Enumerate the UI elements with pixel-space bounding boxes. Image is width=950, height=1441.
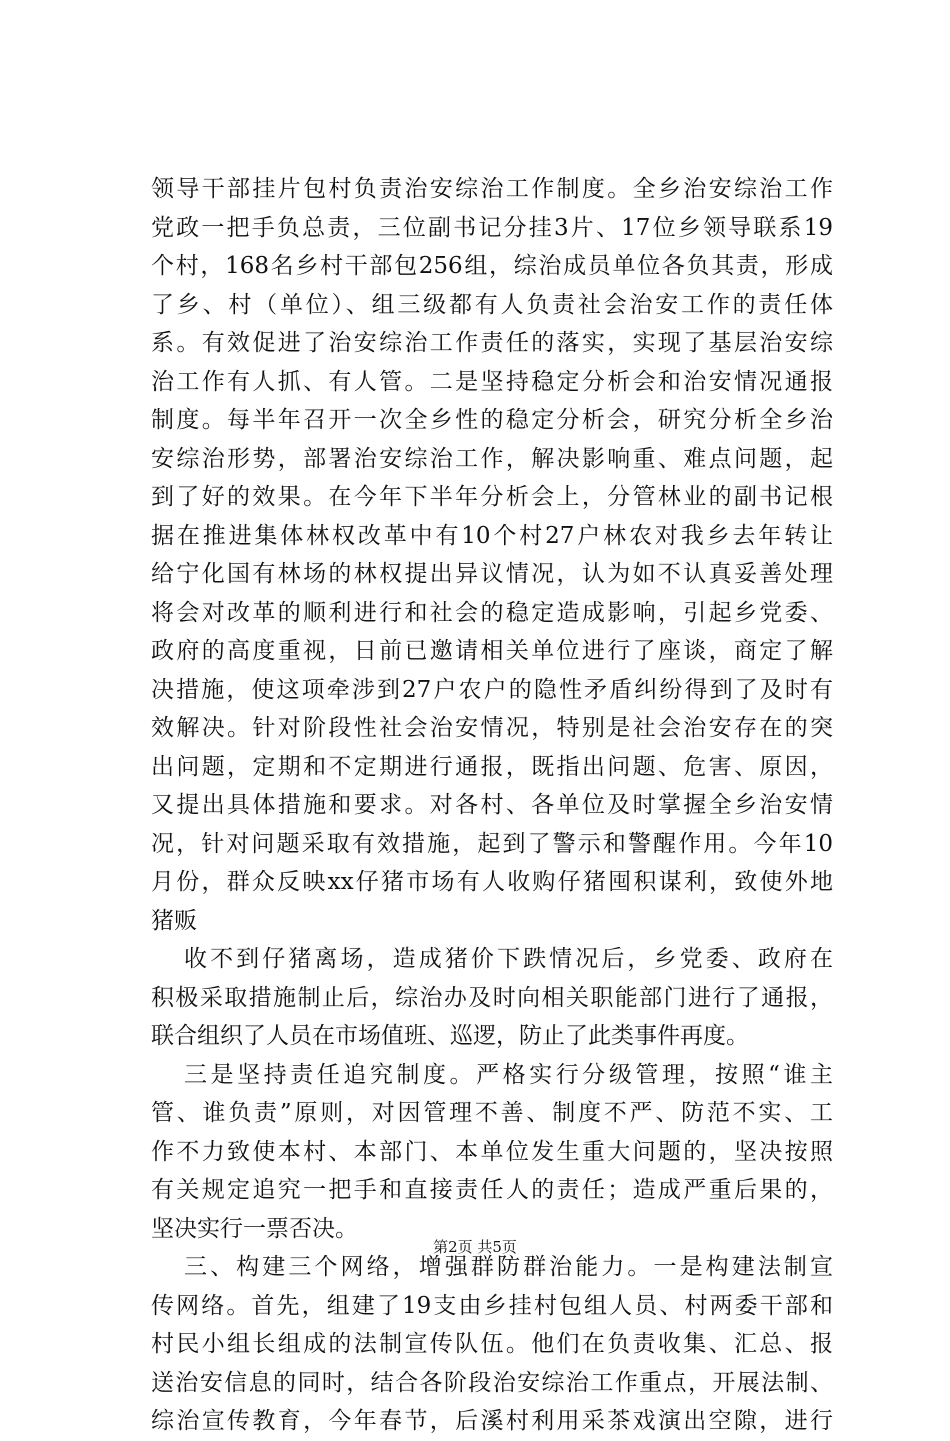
page-number-footer: 第2页 共5页 [433,1238,517,1256]
text-line: 送治安信息的同时，结合各阶段治安综治工作重点，开展法制、 [151,1369,833,1396]
text-line: 据在推进集体林权改革中有10个村27户林农对我乡去年转让 [151,522,833,549]
text-line: 党政一把手负总责，三位副书记分挂3片、17位乡领导联系19 [151,214,833,241]
text-line: 有关规定追究一把手和直接责任人的责任；造成严重后果的， [151,1177,833,1203]
text-line: 传网络。首先，组建了19支由乡挂村包组人员、村两委干部和 [151,1292,833,1319]
text-line: 月份，群众反映xx仔猪市场有人收购仔猪囤积谋利，致使外地 [151,869,833,895]
text-line: 联合组织了人员在市场值班、巡逻，防止了此类事件再度。 [151,1023,749,1049]
text-line: 将会对改革的顺利进行和社会的稳定造成影响，引起乡党委、 [151,599,833,626]
text-line: 安综治形势，部署治安综治工作，解决影响重、难点问题，起 [151,445,833,472]
text-line: 收不到仔猪离场，造成猪价下跌情况后，乡党委、政府在 [184,946,833,972]
text-line: 作不力致使本村、本部门、本单位发生重大问题的，坚决按照 [151,1138,833,1165]
text-line: 个村，168名乡村干部包256组，综治成员单位各负其责，形成 [151,253,833,279]
text-line: 制度。每半年召开一次全乡性的稳定分析会，研究分析全乡治 [151,407,833,433]
text-line: 治工作有人抓、有人管。二是坚持稳定分析会和治安情况通报 [151,368,833,395]
text-line: 到了好的效果。在今年下半年分析会上，分管林业的副书记根 [151,484,833,510]
text-line: 系。有效促进了治安综治工作责任的落实，实现了基层治安综 [151,330,833,356]
text-line: 政府的高度重视，日前已邀请相关单位进行了座谈，商定了解 [151,638,833,664]
text-line: 综治宣传教育，今年春节，后溪村利用采茶戏演出空隙，进行 [151,1408,833,1434]
text-line: 管、谁负责”原则，对因管理不善、制度不严、防范不实、工 [151,1100,833,1126]
text-line: 给宁化国有林场的林权提出异议情况，认为如不认真妥善处理 [151,561,833,587]
text-line: 村民小组长组成的法制宣传队伍。他们在负责收集、汇总、报 [151,1331,833,1357]
text-line: 领导干部挂片包村负责治安综治工作制度。全乡治安综治工作 [151,176,833,202]
text-line: 况，针对问题采取有效措施，起到了警示和警醒作用。今年10 [151,830,833,857]
text-line: 出问题，定期和不定期进行通报，既指出问题、危害、原因， [151,753,833,780]
text-line: 三是坚持责任追究制度。严格实行分级管理，按照“谁主 [184,1061,833,1088]
text-line: 效解决。针对阶段性社会治安情况，特别是社会治安存在的突 [151,715,833,741]
text-line: 决措施，使这项牵涉到27户农户的隐性矛盾纠纷得到了及时有 [151,676,833,703]
text-line: 坚决实行一票否决。 [151,1215,358,1242]
text-line: 猪贩 [151,907,197,934]
text-line: 积极采取措施制止后，综治办及时向相关职能部门进行了通报， [151,984,833,1011]
text-line: 又提出具体措施和要求。对各村、各单位及时掌握全乡治安情 [151,792,833,818]
text-line: 了乡、村（单位）、组三级都有人负责社会治安工作的责任体 [151,291,833,318]
text-line: 三、构建三个网络，增强群防群治能力。一是构建法制宣 [184,1254,833,1280]
